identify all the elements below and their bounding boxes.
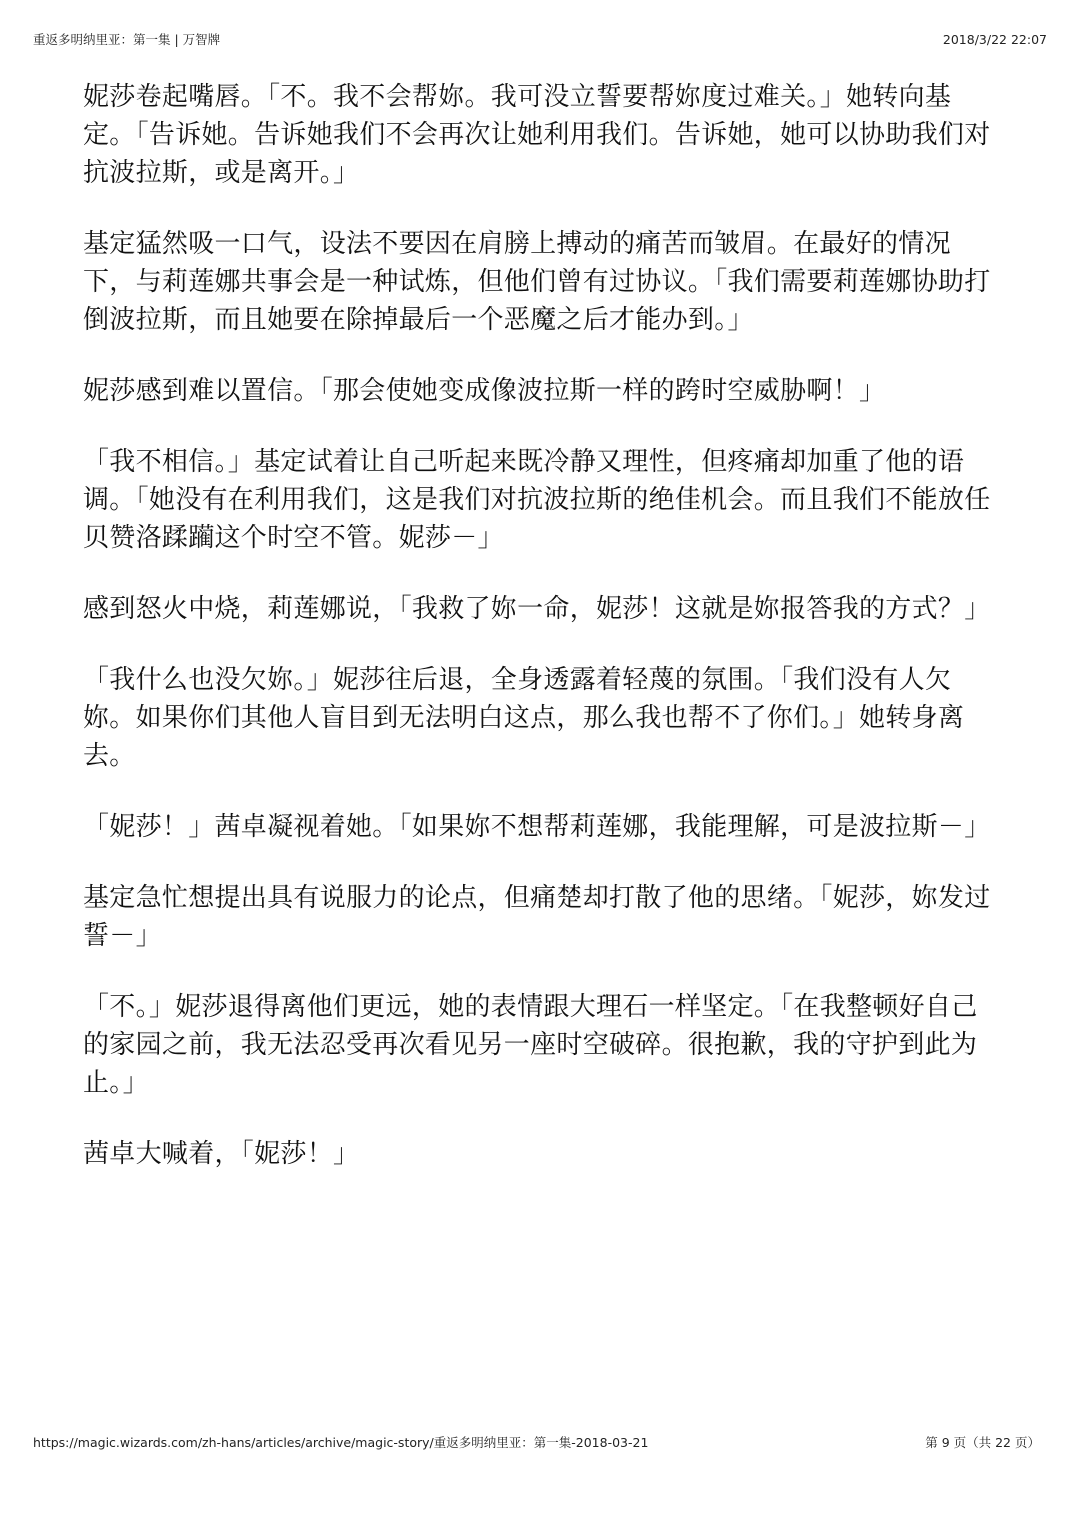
page-title: 重返多明纳里亚：第一集 | 万智牌: [33, 32, 221, 47]
paragraph: 基定猛然吸一口气，设法不要因在肩膀上搏动的痛苦而皱眉。在最好的情况下，与莉莲娜共事会是一种试炼，但他们曾有过协议。「我们需要莉莲娜协助打倒波拉斯，而且她要在除掉最后一个恶魔之后才能办到。」: [83, 229, 991, 335]
paragraph: 妮莎卷起嘴唇。「不。我不会帮妳。我可没立誓要帮妳度过难关。」她转向基定。「告诉她。告诉她我们不会再次让她利用我们。告诉她，她可以协助我们对抗波拉斯，或是离开。」: [83, 82, 991, 188]
paragraph: 感到怒火中烧，莉莲娜说，「我救了妳一命，妮莎！这就是妳报答我的方式？」: [83, 594, 991, 624]
paragraph: 妮莎感到难以置信。「那会使她变成像波拉斯一样的跨时空威胁啊！」: [83, 376, 886, 406]
print-datetime: 2018/3/22 22:07: [942, 31, 1047, 47]
print-header: [33, 30, 1047, 48]
article-body: [83, 78, 998, 1206]
paragraph: 「我不相信。」基定试着让自己听起来既冷静又理性，但疼痛却加重了他的语调。「她没有在利用我们，这是我们对抗波拉斯的绝佳机会。而且我们不能放任贝赞洛蹂躏这个时空不管。妮莎－」: [83, 447, 991, 553]
paragraph: 茜卓大喊着，「妮莎！」: [83, 1139, 360, 1169]
paragraph: 「不。」妮莎退得离他们更远，她的表情跟大理石一样坚定。「在我整顿好自己的家园之前，我无法忍受再次看见另一座时空破碎。很抱歉，我的守护到此为止。」: [83, 992, 978, 1098]
paragraph: 「我什么也没欠妳。」妮莎往后退，全身透露着轻蔑的氛围。「我们没有人欠妳。如果你们其他人盲目到无法明白这点，那么我也帮不了你们。」她转身离去。: [83, 665, 965, 771]
print-footer: [33, 1433, 1040, 1451]
paragraph: 基定急忙想提出具有说服力的论点，但痛楚却打散了他的思绪。「妮莎，妳发过誓－」: [83, 883, 991, 951]
page-url: https://magic.wizards.com/zh-hans/articles/archive/magic-story/重返多明纳里亚：第一集-2018-03-21: [33, 1435, 649, 1450]
page-number: 第 9 页（共 22 页）: [925, 1435, 1040, 1450]
paragraph: 「妮莎！」茜卓凝视着她。「如果妳不想帮莉莲娜，我能理解，可是波拉斯－」: [83, 812, 991, 842]
